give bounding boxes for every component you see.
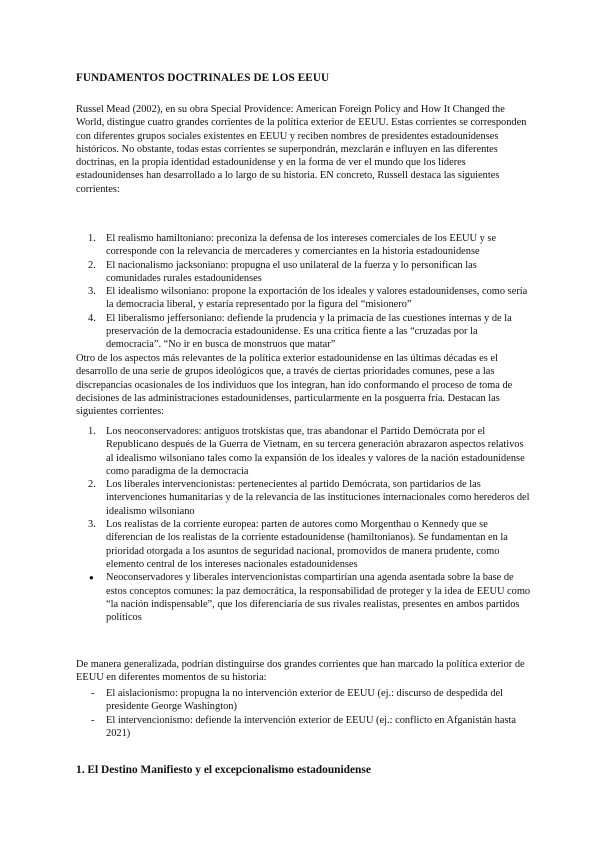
list-item-text: El intervencionismo: defiende la intervención exterior de EEUU (ej.: conflicto en Afganistán hasta 2021) <box>106 714 516 739</box>
list-item-text: El idealismo wilsoniano: propone la exportación de los ideales y valores estadounidenses, como sería la democracia liberal, y estaría representado por la figura del “misionero” <box>106 286 528 311</box>
mead-currents-list <box>76 232 531 352</box>
currents-paragraph-text: De manera generalizada, podrían distinguirse dos grandes corrientes que han marcado la política exterior de EEUU en diferentes momentos de su historia: <box>76 659 525 684</box>
dash-marker: - <box>91 688 95 699</box>
list-item <box>76 312 531 352</box>
list-marker: 3. <box>88 519 96 531</box>
currents-paragraph <box>76 658 531 685</box>
intro-paragraph-text: Russel Mead (2002), en su obra Special Providence: American Foreign Policy and How It Changed the World, distingue cuatro grandes corrientes de la política exterior de EEUU. Estas corrientes se corresponden con diferentes grupos sociales existentes en EEUU y reciben nombres de presidentes estadounidenses históricos. No obstante, todas estas corrientes se superpondrán, mezclarán e influyen en las diferentes doctrinas, en la propia identidad estadounidense y en la forma de ver el mundo que los líderes estadounidenses han desarrollado a lo largo de su historia. EN concreto, Russell destaca las siguientes corrientes: <box>76 104 527 195</box>
list-item-text: El liberalismo jeffersoniano: defiende la prudencia y la primacía de las cuestiones internas y de la preservación de la democracia estadounidense. Es una crítica fiente a las “cruzadas por la democracia”. “No ir en busca de monstruos que matar” <box>106 312 512 351</box>
list-marker: 4. <box>88 312 96 324</box>
list-item-text: Neoconservadores y liberales intervencionistas compartirían una agenda asentada sobre la base de estos conceptos comunes: la paz democrática, la responsabilidad de proteger y la idea de EEUU como “la nación indispensable”, que los diferenciaría de sus rivales realistas, presentes en ambos partidos políticos <box>106 572 531 624</box>
list-item-text: El nacionalismo jacksoniano: propugna el uso unilateral de la fuerza y lo personifican las comunidades rurales estadounidenses <box>106 259 477 284</box>
list-marker: 2. <box>88 259 96 271</box>
groups-paragraph-text: Otro de los aspectos más relevantes de la política exterior estadounidense en las últimas décadas es el desarrollo de una serie de grupos ideológicos que, a través de ciertas prioridades comunes, pese a las discrepancias ocasionales de los individuos que los integran, han ido conformando el proceso de toma de decisiones de las administraciones estadounidenses, particularmente en la posguerra fría. Destacan las siguientes corrientes: <box>76 353 513 418</box>
list-item-text: El aislacionismo: propugna la no intervención exterior de EEUU (ej.: discurso de despedida del presidente George Washington) <box>106 688 504 713</box>
bullet-marker: ● <box>89 573 94 583</box>
two-currents-list <box>76 687 531 740</box>
intro-paragraph <box>76 103 531 196</box>
list-item-text: El realismo hamiltoniano: preconiza la defensa de los intereses comerciales de los EEUU y se corresponde con la relevancia de mercaderes y comerciantes en la historia estadounidense <box>106 233 497 258</box>
dash-marker: - <box>91 714 95 726</box>
list-item <box>76 478 531 518</box>
list-item <box>76 285 531 312</box>
section-heading: 1. El Destino Manifiesto y el excepcionalismo estadounidense <box>76 764 371 776</box>
list-item-text: Los neoconservadores: antiguos trotskistas que, tras abandonar el Partido Demócrata por el Republicano después de la Guerra de Vietnam, en su tercera generación abrazaron aspectos relativos al idealismo wilsoniano tales como la expansión de los ideales y valores de la nación estadounidense como paradigma de la democracia <box>106 426 525 477</box>
list-item <box>76 232 531 259</box>
list-marker: 1. <box>88 233 96 244</box>
list-marker: 2. <box>88 479 96 491</box>
list-item <box>76 518 531 571</box>
document-title: FUNDAMENTOS DOCTRINALES DE LOS EEUU <box>76 72 330 84</box>
list-item-text: Los realistas de la corriente europea: parten de autores como Morgenthau o Kennedy que se diferencian de los realistas de la corriente estadounidense (hamiltonianos). Se fundamentan en la prioridad otorgada a los asuntos de seguridad nacional, promovidos de manera prudente, como elemento central de los intereses nacionales estadounidenses <box>106 519 508 570</box>
list-item <box>76 425 531 478</box>
groups-paragraph <box>76 352 531 418</box>
list-marker: 3. <box>88 286 96 298</box>
list-marker: 1. <box>88 426 96 437</box>
list-item <box>76 571 531 624</box>
list-item-text: Los liberales intervencionistas: pertenecientes al partido Demócrata, son partidarios de las intervenciones humanitarias y de la relevancia de las instituciones internacionales como herederos del idealismo wilsoniano <box>106 479 530 517</box>
list-item <box>76 687 531 714</box>
list-item <box>76 714 531 741</box>
ideological-groups-list <box>76 425 531 624</box>
list-item <box>76 259 531 286</box>
